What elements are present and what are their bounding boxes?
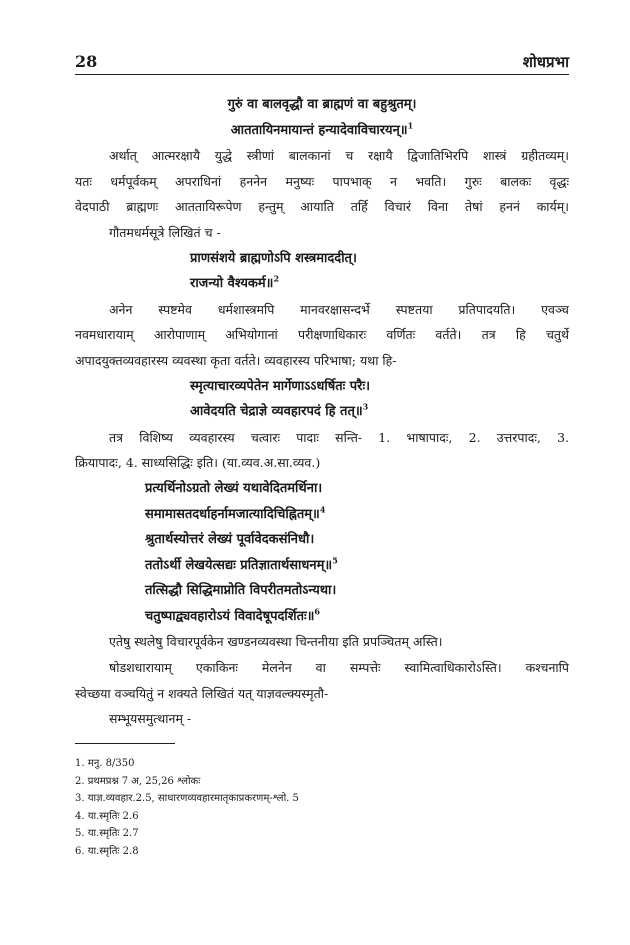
- verse-line: ततोऽर्थी लेखयेत्सद्यः प्रतिज्ञातार्थसाधनम्॥$^5$: [145, 555, 338, 573]
- paragraph-line: स्वेच्छया वञ्चयितुं न शक्यते लिखितं यत् याज्ञवल्क्यस्मृतौ-: [75, 685, 329, 701]
- page-number: 28: [75, 52, 98, 71]
- journal-title: शोधप्रभा: [522, 53, 569, 71]
- footnote-ref: 5: [332, 555, 338, 566]
- paragraph-line: नवमधारायाम् आरोपाणाम् अभियोगानां परीक्षणाधिकारः वर्णितः वर्तते। तत्र हि चतुर्थे: [75, 327, 569, 343]
- paragraph-line: अर्थात् आत्मरक्षायै युद्धे स्त्रीणां बालकानां च रक्षायै द्विजातिभिरपि शास्त्रं ग्रहीतव्यम्।: [109, 148, 569, 164]
- paragraph-line: अनेन स्पष्टमेव धर्मशास्त्रमपि मानवरक्षासन्दर्भे स्पष्टतया प्रतिपादयति। एवञ्च: [109, 301, 569, 317]
- footnote-ref: 2: [273, 273, 280, 284]
- verse-line: चतुष्पाद्व्यवहारोऽयं विवादेषूपदर्शितः॥$^6$: [145, 606, 320, 624]
- footnote-ref: 4: [319, 504, 326, 515]
- header-rule: [75, 74, 569, 75]
- paragraph-line: सम्भूयसमुत्थानम् -: [109, 711, 192, 727]
- paragraph-line: तत्र विशिष्य व्यवहारस्य चत्वारः पादाः सन्ति- 1. भाषापादः, 2. उत्तरपादः, 3.: [109, 429, 569, 445]
- footnote-ref: 1: [407, 120, 414, 131]
- footnote: 3. याज्ञ.व्यवहार.2.5, साधारणव्यवहारमातृकाप्रकरणम्-श्लो. 5: [75, 793, 299, 805]
- verse-line: समामासतदर्धाहर्नामजात्यादिचिह्नितम्॥$^4$: [145, 504, 326, 522]
- verse-line: आततायिनमायान्तं हन्यादेवाविचारयन्॥$^1$: [230, 120, 414, 138]
- verse-line: गुरुं वा बालवृद्धौ वा ब्राह्मणं वा बहुश्रुतम्।: [227, 97, 417, 112]
- footnote-rule: [75, 743, 175, 744]
- page-header: [75, 46, 569, 76]
- paragraph-line: यतः धर्मपूर्वकम् अपराधिनां हननेन मनुष्यः पापभाक् न भवति। गुरुः बालकः वृद्धः: [75, 173, 569, 189]
- footnote: 4. या.स्मृतिः 2.6: [75, 810, 139, 822]
- footnote-ref: 6: [314, 606, 320, 617]
- footnote: 6. या.स्मृतिः 2.8: [75, 845, 139, 857]
- page-body: [75, 92, 569, 732]
- footnote: 1. मनु. 8/350: [75, 758, 135, 769]
- footnote-ref: 3: [362, 401, 369, 412]
- paragraph-line: गौतमधर्मसूत्रे लिखितं च -: [109, 224, 221, 240]
- footnote: 2. प्रथमप्रश्न 7 अ, 25,26 श्लोकः: [75, 775, 201, 787]
- verse-line: स्मृत्याचारव्यपेतेन मार्गेणाऽऽधर्षितः परैः।: [190, 378, 371, 394]
- verse-line: तत्सिद्धौ सिद्धिमाप्नोति विपरीतमतोऽन्यथा।: [145, 583, 337, 599]
- verse-line: श्रुतार्थस्योत्तरं लेख्यं पूर्वावेदकसंनिधौ।: [145, 532, 315, 548]
- footnote: 5. या.स्मृतिः 2.7: [75, 828, 139, 840]
- verse-line: प्राणसंशये ब्राह्मणोऽपि शस्त्रमाददीत्।: [190, 250, 357, 266]
- paragraph-line: क्रियापादः, 4. साध्यसिद्धिः इति। (या.व्यव.अ.सा.व्यव.): [75, 455, 321, 471]
- footnotes: [75, 755, 569, 861]
- verse-line: प्रत्यर्थिनोऽग्रतो लेख्यं यथावेदितमर्थिना।: [145, 480, 323, 496]
- paragraph-line: अपादयुक्तव्यवहारस्य व्यवस्था कृता वर्तते। व्यवहारस्य परिभाषा; यथा हि-: [75, 352, 397, 368]
- paragraph-line: एतेषु स्थलेषु विचारपूर्वकेन खण्डनव्यवस्था चिन्तनीया इति प्रपञ्चितम् अस्ति।: [109, 634, 443, 650]
- paragraph-line: षोडशधारायाम् एकाकिनः मेलनेन वा सम्पत्तेः स्वामित्वाधिकारोऽस्ति। कश्चनापि: [109, 660, 569, 676]
- paragraph-line: वेदपाठी ब्राह्मणः आततायिरूपेण हन्तुम् आयाति तर्हि विचारं विना तेषां हननं कार्यम्।: [75, 199, 569, 215]
- verse-line: आवेदयति चेद्राज्ञे व्यवहारपदं हि तत्॥$^3$: [190, 401, 369, 420]
- verse-line: राजन्यो वैश्यकर्म॥$^2$: [190, 273, 280, 292]
